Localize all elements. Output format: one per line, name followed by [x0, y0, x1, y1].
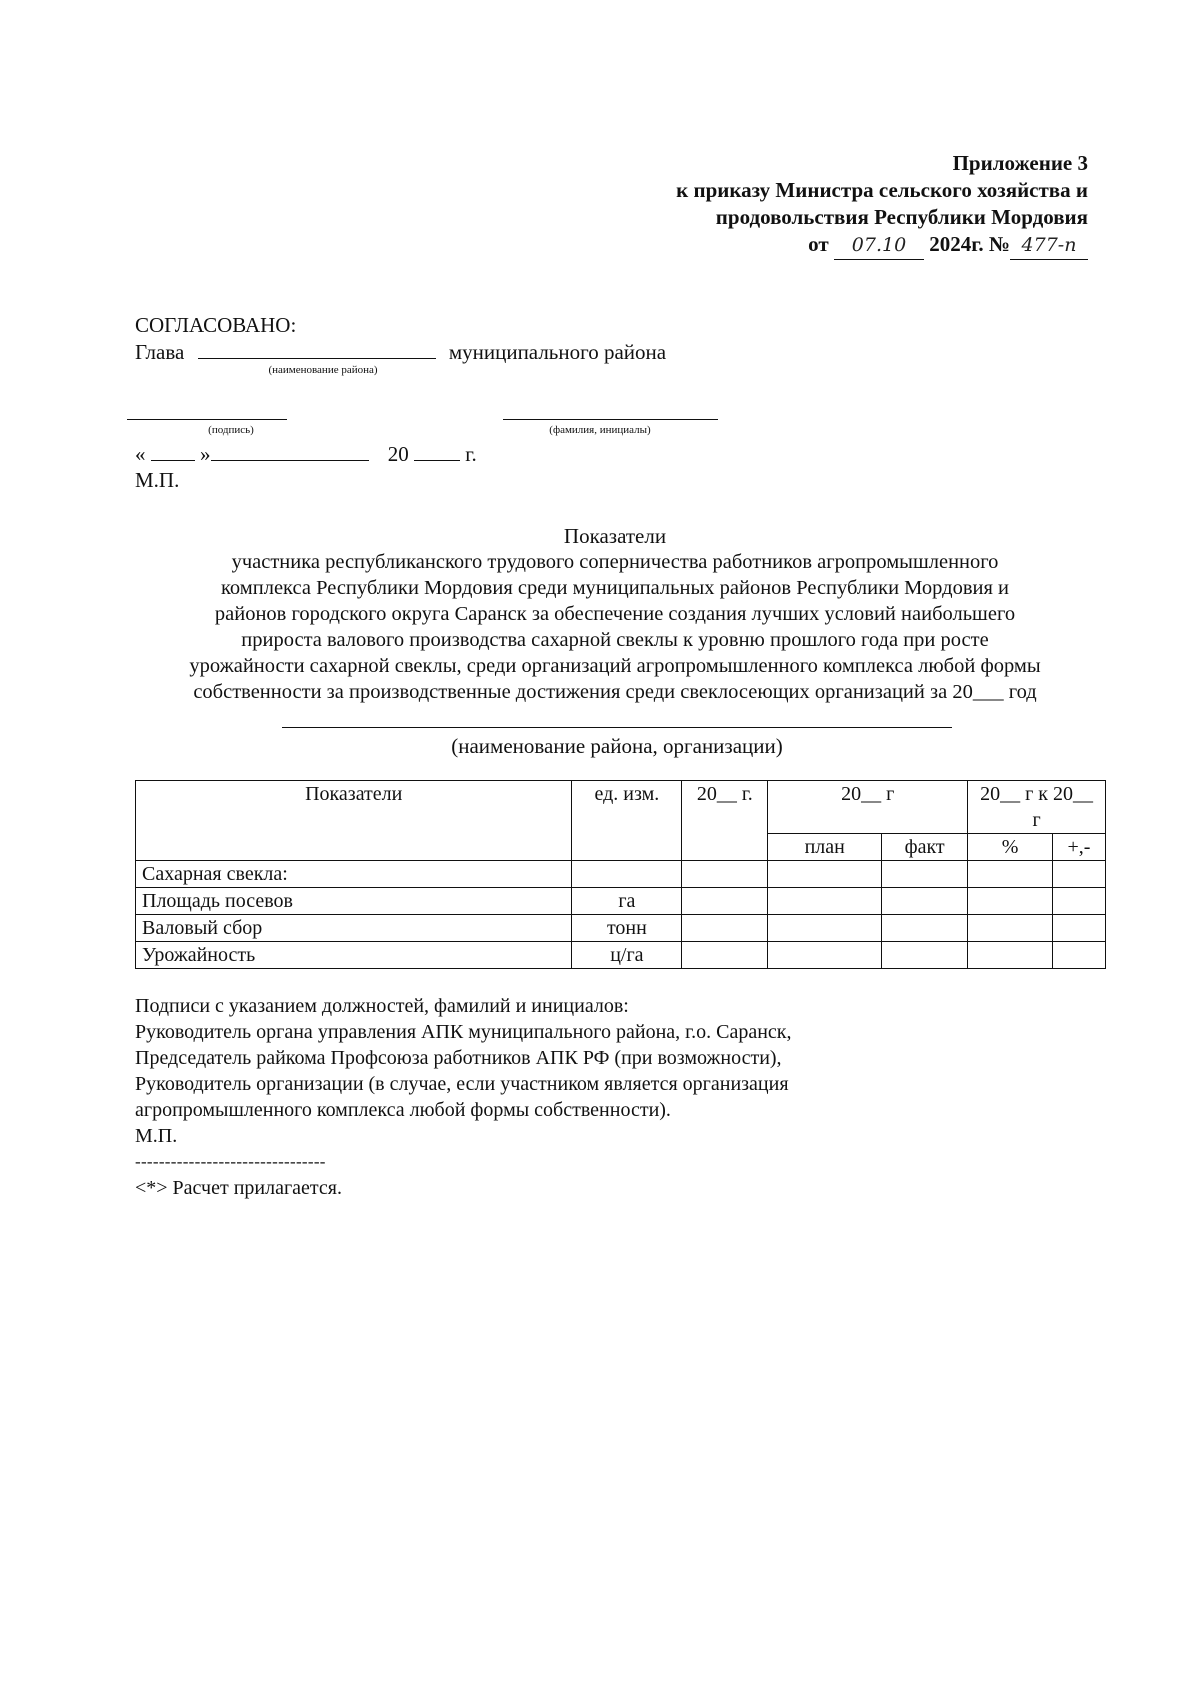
signatures-seal: М.П.: [135, 1125, 178, 1147]
approval-date-line: [135, 441, 477, 467]
row-cell: [882, 942, 968, 969]
row-name: Валовый сбор: [136, 915, 572, 942]
row-cell: [1052, 861, 1105, 888]
month-field: [211, 442, 369, 461]
signature-line: [127, 419, 287, 420]
year-suffix: г.: [465, 442, 477, 466]
signature-caption: (подпись): [208, 424, 254, 436]
order-line-1: к приказу Министра сельского хозяйства и: [676, 178, 1088, 202]
signatures-block: [135, 993, 792, 1201]
seal-mark: М.П.: [135, 468, 180, 492]
header-indicators: Показатели: [136, 781, 572, 861]
header-prev-year: 20__ г.: [682, 781, 768, 861]
name-line: [503, 419, 718, 420]
row-cell: [768, 861, 882, 888]
document-heading: Показатели: [563, 524, 667, 548]
table-row: [136, 915, 1106, 942]
table-row: [136, 888, 1106, 915]
footnote: <*> Расчет прилагается.: [135, 1177, 342, 1199]
approval-title: СОГЛАСОВАНО:: [135, 313, 297, 337]
row-unit: тонн: [572, 915, 682, 942]
signatures-line: агропромышленного комплекса любой формы собственности).: [135, 1099, 671, 1121]
handwritten-date: 07.10: [834, 232, 924, 260]
header-curr-year: 20__ г: [768, 781, 968, 834]
subheader-fact: факт: [882, 834, 968, 861]
row-cell: [882, 915, 968, 942]
name-caption: (фамилия, инициалы): [549, 424, 651, 436]
year-field: [414, 442, 460, 461]
head-line: [135, 338, 666, 365]
handwritten-order-number: 477-п: [1010, 232, 1088, 260]
subheader-plan: план: [768, 834, 882, 861]
row-cell: [768, 942, 882, 969]
table-row: [136, 942, 1106, 969]
signatures-line: Руководитель органа управления АПК муниципального района, г.о. Саранск,: [135, 1021, 792, 1043]
table-row: [136, 861, 1106, 888]
row-cell: [1052, 942, 1105, 969]
table-header-row: [136, 781, 1106, 834]
appendix-header: [676, 150, 1088, 260]
description-line: урожайности сахарной свеклы, среди организаций агропромышленного комплекса любой формы: [189, 655, 1041, 677]
description-line: районов городского округа Саранск за обеспечение создания лучших условий наибольшего: [214, 603, 1016, 625]
description-line: собственности за производственные достижения среди свеклосеющих организаций за 20___ год: [193, 681, 1037, 703]
subheader-percent: %: [968, 834, 1053, 861]
head-label: Глава: [135, 340, 185, 364]
district-suffix: муниципального района: [448, 340, 667, 364]
description-line: комплекса Республики Мордовия среди муниципальных районов Республики Мордовия и: [221, 577, 1009, 599]
row-cell: [968, 942, 1053, 969]
row-cell: [1052, 915, 1105, 942]
organization-name-line: [282, 727, 952, 728]
row-cell: [768, 915, 882, 942]
row-cell: [968, 861, 1053, 888]
row-name: Урожайность: [136, 942, 572, 969]
row-cell: [968, 915, 1053, 942]
row-cell: [682, 861, 768, 888]
year-prefix: 20: [387, 442, 409, 466]
row-cell: [682, 915, 768, 942]
row-unit: ц/га: [572, 942, 682, 969]
signatures-line: Подписи с указанием должностей, фамилий и инициалов:: [135, 995, 629, 1017]
signatures-line: Руководитель организации (в случае, если участником является организация: [135, 1073, 789, 1095]
day-field: [151, 442, 195, 461]
row-cell: [1052, 888, 1105, 915]
district-name-field: [198, 338, 436, 359]
header-compare: 20__ г к 20__ г: [968, 781, 1106, 834]
organization-caption: (наименование района, организации): [451, 734, 783, 758]
signatures-line: Председатель райкома Профсоюза работников АПК РФ (при возможности),: [135, 1047, 782, 1069]
row-cell: [682, 942, 768, 969]
indicators-table: [135, 780, 1106, 969]
order-date-line: [676, 231, 1088, 260]
footnote-separator: --------------------------------: [135, 1152, 326, 1171]
row-cell: [968, 888, 1053, 915]
row-cell: [882, 888, 968, 915]
row-cell: [768, 888, 882, 915]
row-unit: га: [572, 888, 682, 915]
district-caption: (наименование района): [268, 364, 378, 376]
order-line-2: продовольствия Республики Мордовия: [715, 205, 1088, 229]
row-cell: [882, 861, 968, 888]
row-name: Сахарная свекла:: [136, 861, 572, 888]
appendix-number: Приложение 3: [952, 151, 1088, 175]
row-name: Площадь посевов: [136, 888, 572, 915]
date-prefix: от: [808, 232, 829, 256]
description-line: прироста валового производства сахарной свеклы к уровню прошлого года при росте: [241, 629, 989, 651]
subheader-plusminus: +,-: [1052, 834, 1105, 861]
order-year: 2024г. №: [929, 232, 1010, 256]
header-unit: ед. изм.: [572, 781, 682, 861]
description-line: участника республиканского трудового соперничества работников агропромышленного: [231, 551, 999, 573]
row-cell: [682, 888, 768, 915]
row-unit: [572, 861, 682, 888]
date-open-quote: «: [135, 442, 146, 466]
document-description: [110, 549, 1120, 705]
date-close-quote: »: [200, 442, 211, 466]
